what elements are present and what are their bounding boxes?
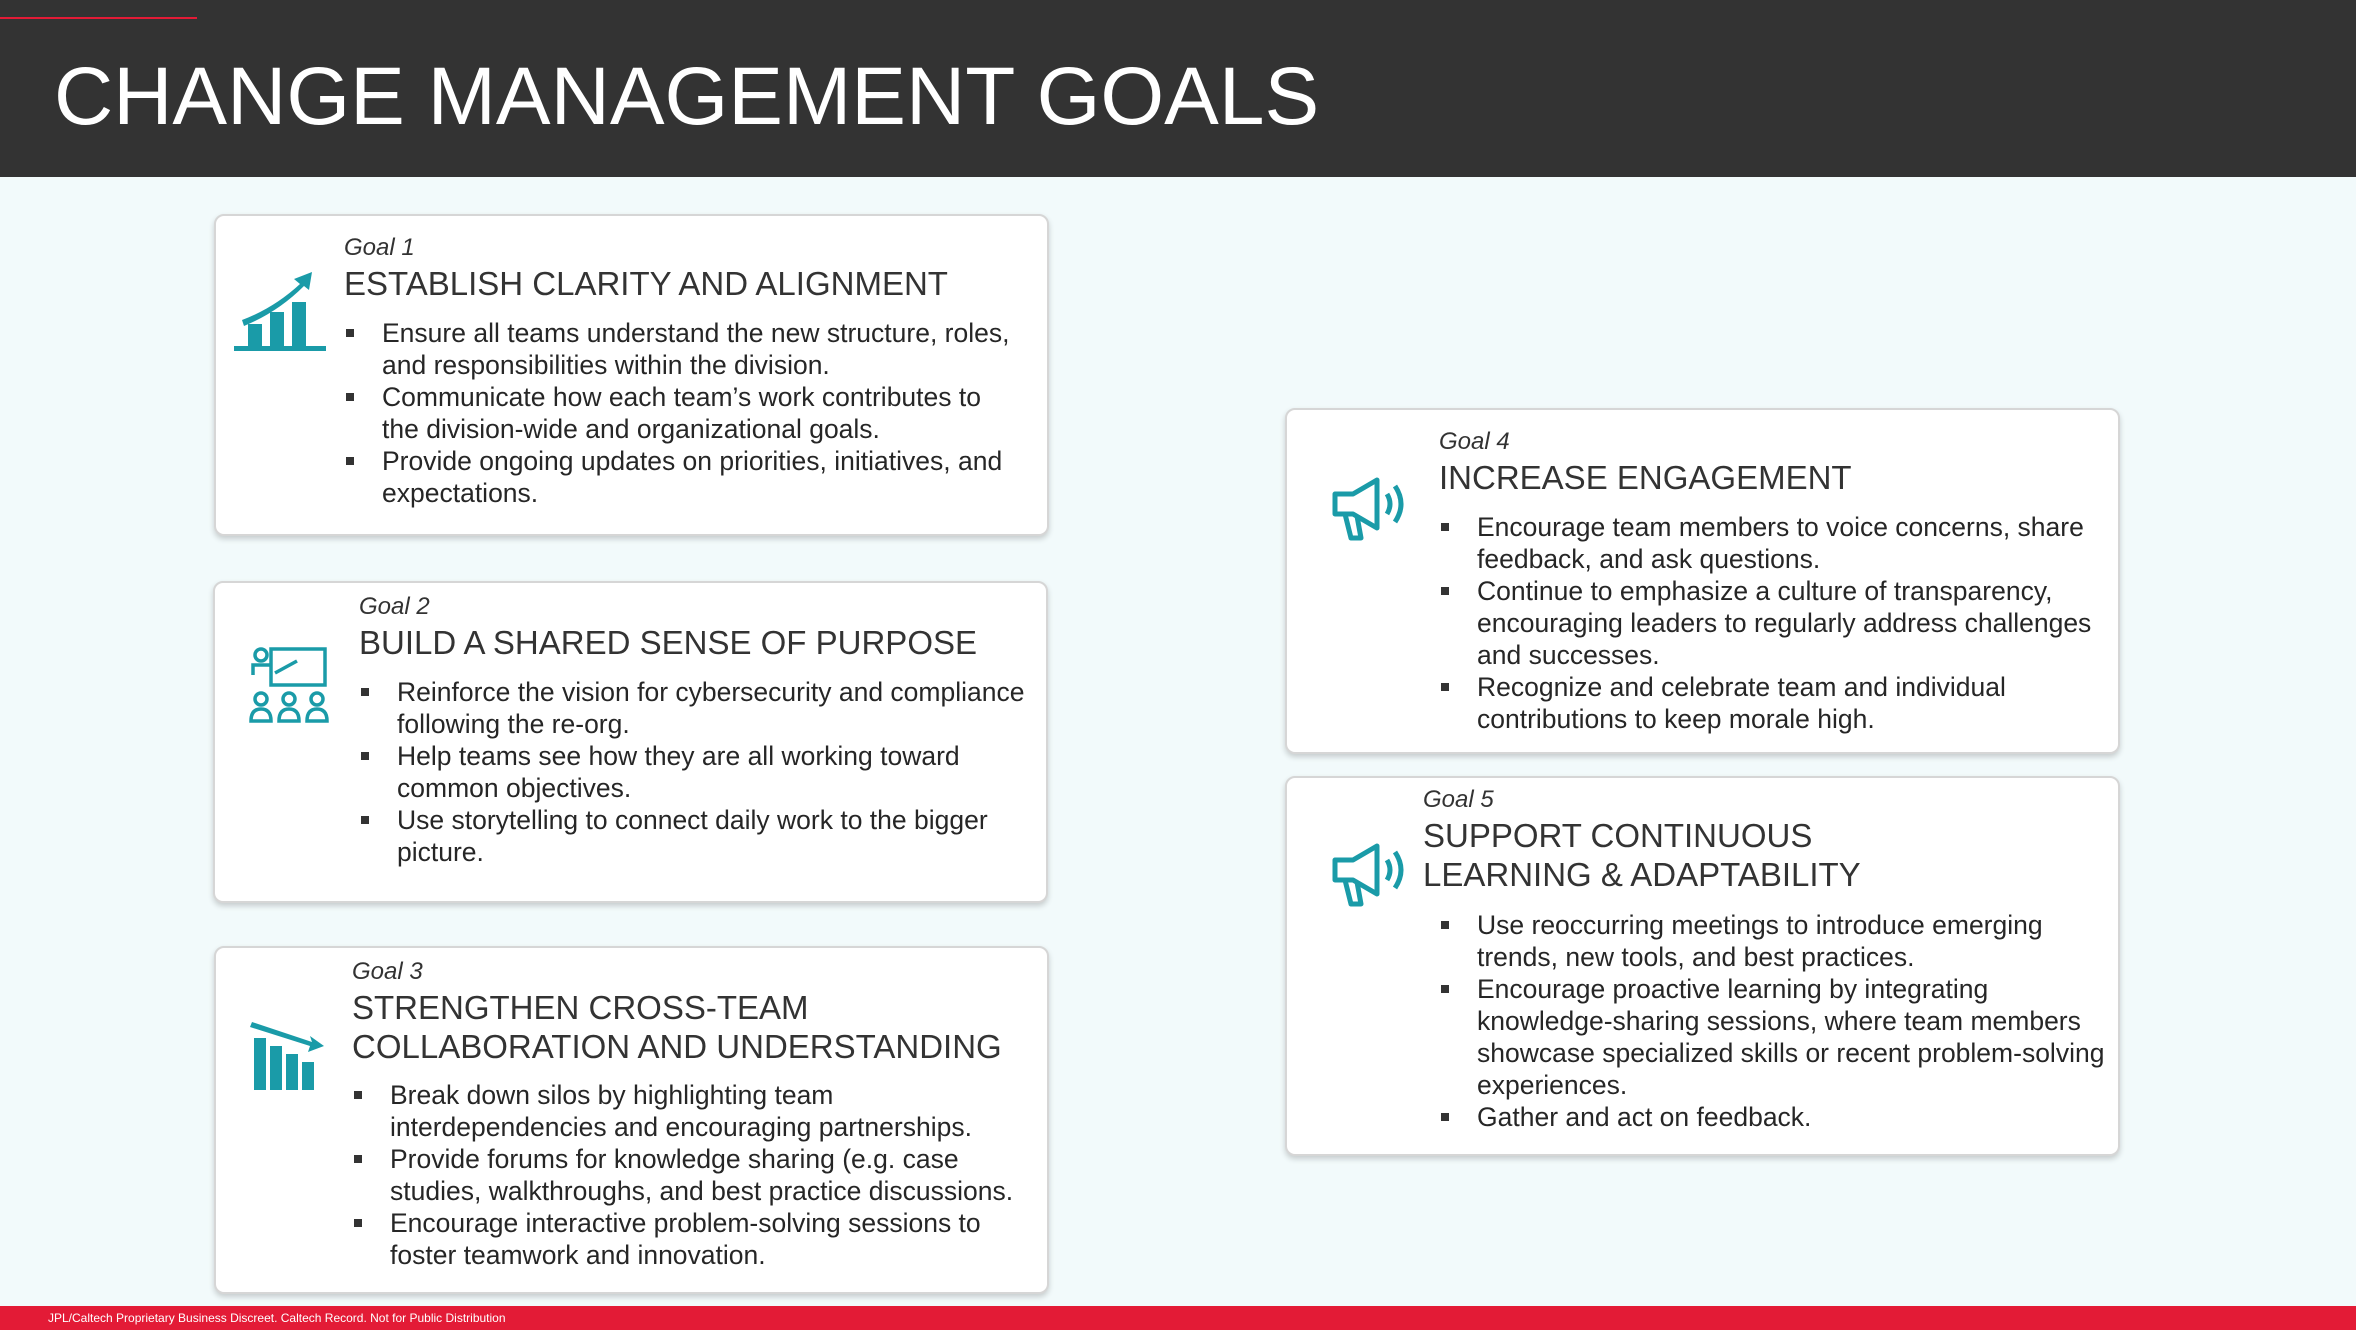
goal-bullet: Use reoccurring meetings to introduce emerging trends, new tools, and best practices. [1439, 909, 2109, 973]
goal-bullet: Encourage interactive problem-solving sessions to foster teamwork and innovation. [352, 1207, 1042, 1271]
goal-bullet-list [344, 317, 1024, 509]
goal-bullet: Gather and act on feedback. [1439, 1101, 2109, 1133]
goal-bullet: Communicate how each team’s work contributes to the division-wide and organizational goals. [344, 381, 1024, 445]
goal-title: ESTABLISH CLARITY AND ALIGNMENT [344, 264, 948, 302]
goal-bullet: Provide forums for knowledge sharing (e.g. case studies, walkthroughs, and best practice discussions. [352, 1143, 1042, 1207]
goal-title: STRENGTHEN CROSS-TEAM COLLABORATION AND UNDERSTANDING [352, 988, 1002, 1066]
megaphone-icon [1331, 474, 1411, 549]
goal-title: SUPPORT CONTINUOUS LEARNING & ADAPTABILITY [1423, 816, 1861, 894]
goal-card-2 [213, 581, 1048, 903]
goal-number: Goal 3 [352, 958, 423, 985]
goal-bullet: Provide ongoing updates on priorities, initiatives, and expectations. [344, 445, 1024, 509]
goal-bullet: Use storytelling to connect daily work to the bigger picture. [359, 804, 1039, 868]
presentation-audience-icon [249, 645, 331, 730]
growth-chart-icon [234, 268, 326, 359]
goal-number: Goal 2 [359, 593, 430, 620]
goal-bullet: Reinforce the vision for cybersecurity and compliance following the re-org. [359, 676, 1039, 740]
goal-bullet: Recognize and celebrate team and individual contributions to keep morale high. [1439, 671, 2109, 735]
goal-card-1 [214, 214, 1049, 536]
goal-bullet-list [359, 676, 1039, 868]
header-accent-line [0, 17, 197, 19]
goal-number: Goal 4 [1439, 428, 1510, 455]
goal-number: Goal 1 [344, 234, 415, 261]
goal-bullet-list [1439, 909, 2109, 1133]
goal-bullet: Break down silos by highlighting team interdependencies and encouraging partnerships. [352, 1079, 1042, 1143]
goal-bullet: Continue to emphasize a culture of transparency, encouraging leaders to regularly address challenges and successes. [1439, 575, 2109, 671]
footer-disclaimer: JPL/Caltech Proprietary Business Discreet. Caltech Record. Not for Public Distribution [48, 1311, 506, 1325]
goal-bullet: Help teams see how they are all working toward common objectives. [359, 740, 1039, 804]
goal-card-4 [1285, 408, 2120, 754]
header-bar [0, 0, 2356, 177]
goal-bullet-list [352, 1079, 1042, 1271]
goal-card-5 [1285, 776, 2120, 1156]
page-title: CHANGE MANAGEMENT GOALS [54, 51, 1320, 142]
goal-number: Goal 5 [1423, 786, 1494, 813]
footer-bar [0, 1306, 2356, 1330]
goal-bullet-list [1439, 511, 2109, 735]
goal-bullet: Encourage proactive learning by integrating knowledge-sharing sessions, where team members showcase specialized skills or recent problem-solving experiences. [1439, 973, 2109, 1101]
goal-title: INCREASE ENGAGEMENT [1439, 458, 1852, 496]
bar-chart-decline-icon [250, 1016, 326, 1097]
goal-bullet: Encourage team members to voice concerns, share feedback, and ask questions. [1439, 511, 2109, 575]
goal-bullet: Ensure all teams understand the new structure, roles, and responsibilities within the division. [344, 317, 1024, 381]
goal-card-3 [214, 946, 1049, 1294]
goal-title: BUILD A SHARED SENSE OF PURPOSE [359, 623, 978, 661]
megaphone-icon [1331, 840, 1411, 915]
